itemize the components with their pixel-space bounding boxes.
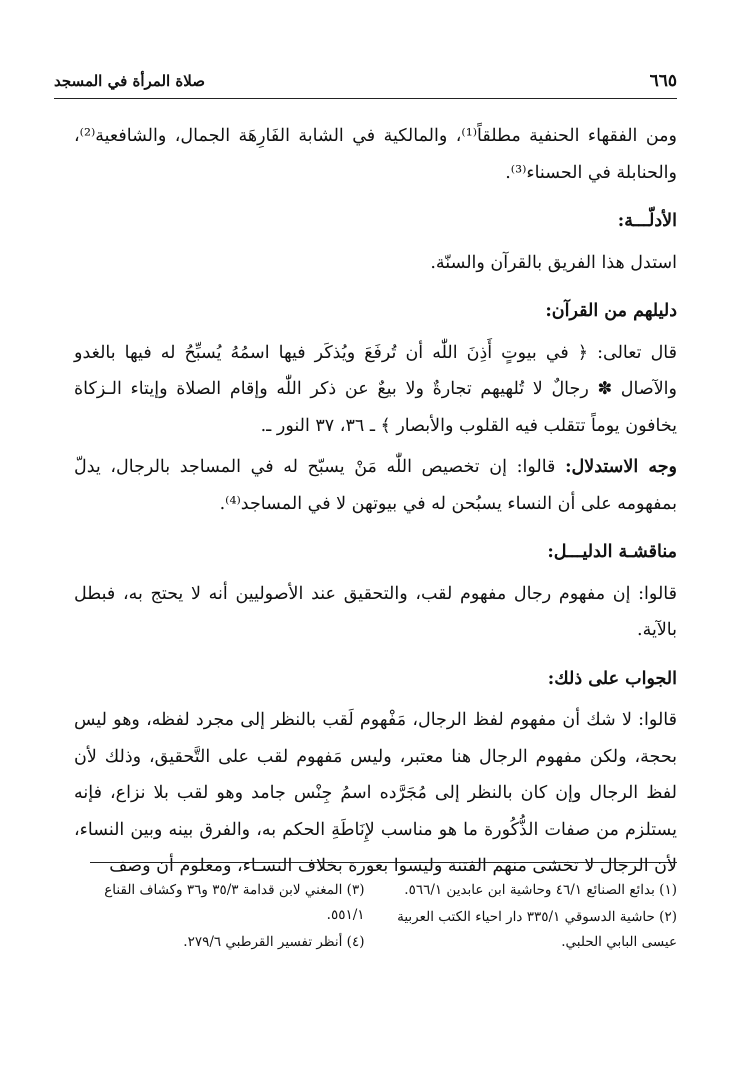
footnote-2: (٢) حاشية الدسوقي ٣٣٥/١ دار احياء الكتب العربية عيسى البابي الحلبي. <box>397 909 677 950</box>
page-header <box>54 64 677 99</box>
heading-quran-evidence: دليلهم من القرآن: <box>545 301 677 321</box>
footnotes-left-column <box>74 878 365 957</box>
footnote-4: (٤) أنظر تفسير القرطبي ٢٧٩/٦. <box>183 934 365 950</box>
inference-text: قالوا: إن تخصيص اللّٰه مَنْ يسبّح له في المساجد بالرجال، يدلّ بمفهومه على أن النساء يسبُحن له في بيوتهن لا في المساجد⁽⁴⁾. <box>74 457 677 514</box>
heading-discussion: مناقشـة الدليـــل: <box>547 542 677 562</box>
paragraph-quran-verse: قال تعالى: ﴿ في بيوتٍ أَذِنَ اللّٰه أن تُرفَعَ ويُذكَر فيها اسمُهُ يُسبِّحُ له فيها بالغدو والآصال ✽ رجالٌ لا تُلهيهم تجارةٌ ولا بيعٌ عن ذكر اللّٰه وإقام الصلاة وإيتاء الـزكاة يخافون يوماً تتقلب فيه القلوب والأبصار ﴾ ـ ٣٦، ٣٧ النور ـ. <box>74 342 677 436</box>
footnote-3: (٣) المغني لابن قدامة ٣٥/٣ و٣٦ وكشاف القناع ٥٥١/١. <box>104 882 365 923</box>
footnote-1: (١) بدائع الصنائع ٤٦/١ وحاشية ابن عابدين ٥٦٦/١. <box>404 882 677 898</box>
paragraph-jurists: ومن الفقهاء الحنفية مطلقاً⁽¹⁾، والمالكية في الشابة الفَارِهَة الجمال، والشافعية⁽²⁾، والحنابلة في الحسناء⁽³⁾. <box>74 126 677 183</box>
footnotes <box>74 878 677 957</box>
footnotes-right-column <box>387 878 678 957</box>
heading-evidence: الأدلّـــة: <box>617 211 677 231</box>
running-title: صلاة المرأة في المسجد <box>54 72 205 90</box>
paragraph-inference <box>74 449 677 522</box>
paragraph-discussion: قالوا: إن مفهوم رجال مفهوم لقب، والتحقيق عند الأصوليين أنه لا يحتج به، فبطل بالآية. <box>74 583 677 640</box>
main-text <box>74 118 677 885</box>
footnote-divider <box>90 862 677 863</box>
paragraph-answer: قالوا: لا شك أن مفهوم لفظ الرجال، مَفْهوم لَقب بالنظر إلى مجرد لفظه، وهو ليس بحجة، ولكن مفهوم الرجال هنا معتبر، وليس مَفهوم لقب على التَّحقيق، وذلك لأن لفظ الرجال وإن كان بالنظر إلى مُجَرَّده اسمُ جِنْس جامد وهو لقب بلا نزاع، فإنه يستلزم من صفات الذُّكُورة ما هو مناسب لإِنَاطَةِ الحكم به، والفرق بينه وبين النساء، لأن الرجال لا تخشى منهم الفتنة وليسوا بعورة بخلاف النسـاء، ومعلوم أن وصف <box>74 710 677 876</box>
inference-label: وجه الاستدلال: <box>565 457 677 477</box>
paragraph-evidence-intro: استدل هذا الفريق بالقرآن والسنّة. <box>430 252 677 273</box>
heading-answer: الجواب على ذلك: <box>547 668 677 689</box>
page-number: ٦٦٥ <box>649 71 677 91</box>
